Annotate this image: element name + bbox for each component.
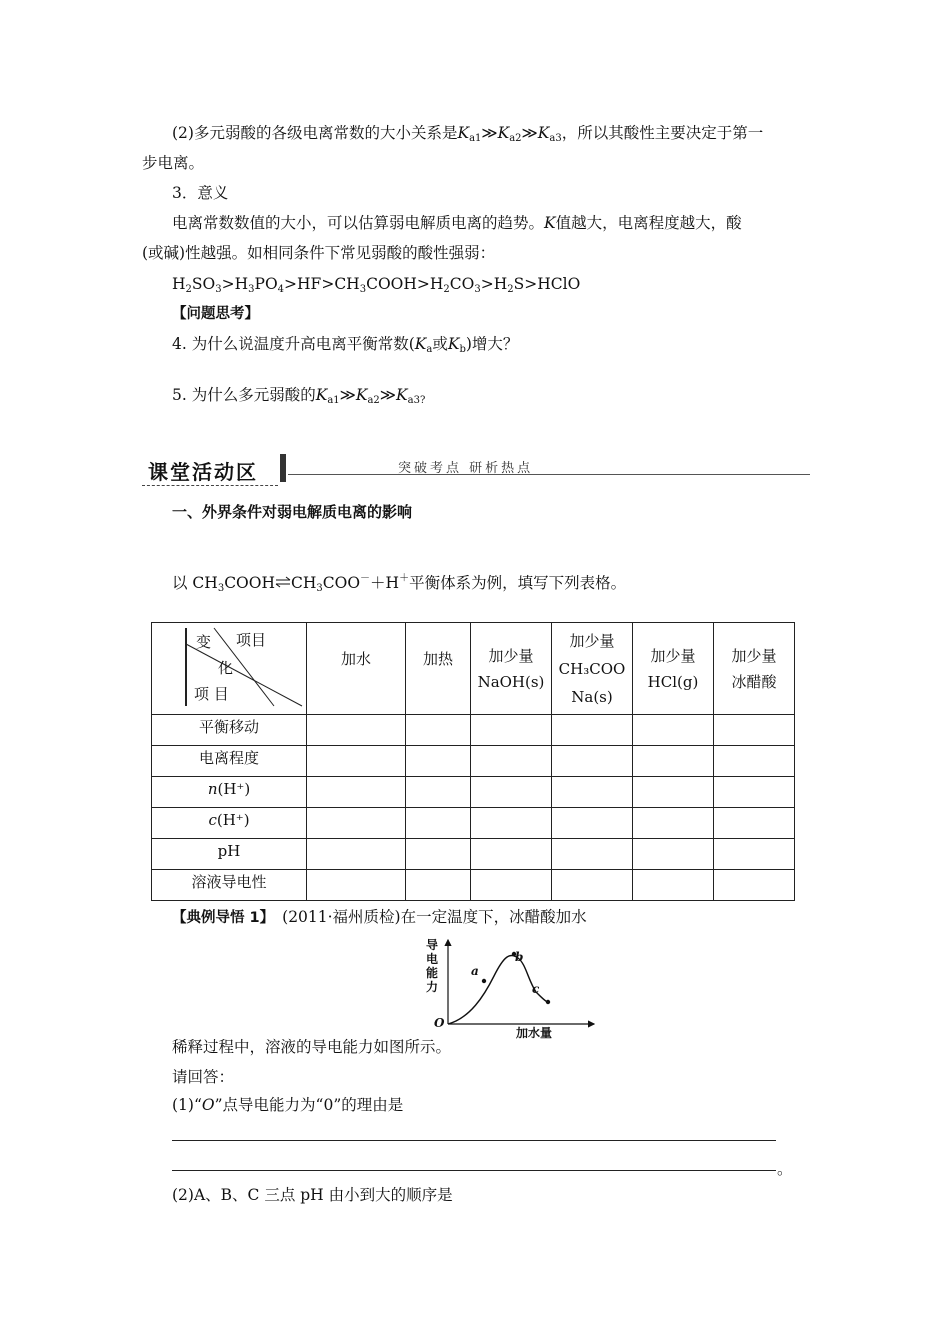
corner-label-item-top: 项目 bbox=[236, 630, 267, 649]
table-cell[interactable] bbox=[633, 870, 714, 901]
heading-question: 【问题思考】 bbox=[172, 306, 259, 322]
table-cell[interactable] bbox=[307, 746, 406, 777]
table-cell[interactable] bbox=[552, 746, 633, 777]
row-label-ionization-degree: 电离程度 bbox=[152, 746, 307, 777]
table-cell[interactable] bbox=[471, 870, 552, 901]
table-cell[interactable] bbox=[633, 715, 714, 746]
table-row bbox=[152, 777, 795, 808]
column-header-heat: 加热 bbox=[406, 623, 471, 715]
question-1: (1)“O”点导电能力为“0”的理由是 bbox=[172, 1096, 404, 1114]
influence-table bbox=[151, 622, 795, 901]
table-cell[interactable] bbox=[552, 839, 633, 870]
table-cell[interactable] bbox=[633, 808, 714, 839]
graph-point-b-label: b bbox=[515, 950, 524, 964]
point-a bbox=[482, 979, 486, 983]
table-cell[interactable] bbox=[714, 746, 795, 777]
banner-rule bbox=[288, 474, 810, 475]
graph-point-a-label: a bbox=[471, 964, 479, 978]
row-label-conductivity: 溶液导电性 bbox=[152, 870, 307, 901]
ka-relation-paragraph: (2)多元弱酸的各级电离常数的大小关系是$K_{a1}≫K_{a2}≫K_{a3}$，所以其酸性主要决定于第一 bbox=[172, 124, 764, 144]
acid-strength-order: $H_2SO_3>H_3PO_4>HF>CH_3COOH>H_2CO_3>H_2S>HClO$ bbox=[172, 275, 581, 295]
table-cell[interactable] bbox=[552, 715, 633, 746]
corner-label-item-bottom: 项 目 bbox=[194, 684, 229, 703]
section1-title: 一、外界条件对弱电解质电离的影响 bbox=[172, 503, 413, 521]
table-cell[interactable] bbox=[406, 715, 471, 746]
column-header-naoh: 加少量 NaOH(s) bbox=[471, 623, 552, 715]
table-cell[interactable] bbox=[633, 839, 714, 870]
example-intro: 【典例导悟 1】 (2011·福州质检)在一定温度下，冰醋酸加水 bbox=[172, 908, 587, 926]
table-cell[interactable] bbox=[633, 777, 714, 808]
conductivity-graph bbox=[418, 934, 598, 1044]
table-cell[interactable] bbox=[471, 839, 552, 870]
question-5: 5. 为什么多元弱酸的$K_{a1}≫K_{a2}≫K_{a3?}$ bbox=[172, 386, 426, 406]
answer-blank-1[interactable] bbox=[172, 1140, 776, 1141]
table-cell[interactable] bbox=[714, 777, 795, 808]
table-cell[interactable] bbox=[406, 777, 471, 808]
table-cell[interactable] bbox=[714, 808, 795, 839]
table-cell[interactable] bbox=[307, 839, 406, 870]
column-header-glacial-acetic: 加少量 冰醋酸 bbox=[714, 623, 795, 715]
table-cell[interactable] bbox=[714, 839, 795, 870]
question-4: 4. 为什么说温度升高电离平衡常数($K_a$或$K_b$)增大？ bbox=[172, 335, 519, 355]
table-cell[interactable] bbox=[552, 808, 633, 839]
table-cell[interactable] bbox=[406, 839, 471, 870]
table-cell[interactable] bbox=[471, 746, 552, 777]
graph-point-c-label: c bbox=[532, 982, 540, 996]
banner-bar bbox=[280, 454, 286, 482]
table-cell[interactable] bbox=[307, 715, 406, 746]
table-row bbox=[152, 808, 795, 839]
heading-meaning: 3．意义 bbox=[172, 184, 229, 202]
table-cell[interactable] bbox=[406, 746, 471, 777]
table-row bbox=[152, 715, 795, 746]
equilibrium-arrow bbox=[275, 573, 291, 595]
ka-relation-line2: 步电离。 bbox=[142, 154, 205, 172]
table-cell[interactable] bbox=[633, 746, 714, 777]
banner-dashed-rule bbox=[142, 485, 278, 486]
table-cell[interactable] bbox=[552, 777, 633, 808]
row-label-ph: pH bbox=[152, 839, 307, 870]
row-label-n-h: n(H⁺) bbox=[152, 777, 307, 808]
table-cell[interactable] bbox=[406, 808, 471, 839]
table-row bbox=[152, 870, 795, 901]
row-label-c-h: c(H⁺) bbox=[152, 808, 307, 839]
column-header-add-water: 加水 bbox=[307, 623, 406, 715]
table-header-row bbox=[152, 623, 795, 715]
example-continued: 稀释过程中，溶液的导电能力如图所示。 bbox=[172, 1038, 452, 1056]
table-cell[interactable] bbox=[471, 777, 552, 808]
column-header-hcl: 加少量 HCl(g) bbox=[633, 623, 714, 715]
table-cell[interactable] bbox=[307, 777, 406, 808]
section-banner bbox=[142, 452, 810, 492]
blank-period: 。 bbox=[777, 1160, 793, 1178]
table-cell[interactable] bbox=[406, 870, 471, 901]
banner-title: 课堂活动区 bbox=[148, 460, 258, 484]
point-c bbox=[546, 1000, 550, 1004]
graph-origin-label: O bbox=[434, 1016, 445, 1030]
question-2: (2)A、B、C 三点 pH 由小到大的顺序是 bbox=[172, 1186, 453, 1204]
corner-label-change: 变 bbox=[196, 632, 212, 651]
answer-prompt: 请回答： bbox=[172, 1068, 235, 1086]
graph-y-label: 导 电 能 力 bbox=[426, 938, 439, 994]
corner-label-hua: 化 bbox=[218, 658, 234, 677]
answer-blank-2[interactable] bbox=[172, 1170, 776, 1171]
column-header-ch3coona: 加少量 CH₃COO Na(s) bbox=[552, 623, 633, 715]
table-cell[interactable] bbox=[714, 870, 795, 901]
table-row bbox=[152, 839, 795, 870]
table-corner-cell bbox=[152, 623, 307, 715]
banner-subtitle: 突破考点 研析热点 bbox=[398, 461, 534, 476]
graph-x-label: 加水量 bbox=[516, 1026, 553, 1040]
meaning-line1: 电离常数数值的大小，可以估算弱电解质电离的趋势。K值越大，电离程度越大，酸 bbox=[172, 214, 742, 232]
table-cell[interactable] bbox=[307, 808, 406, 839]
table-cell[interactable] bbox=[471, 808, 552, 839]
row-label-equilibrium-shift: 平衡移动 bbox=[152, 715, 307, 746]
table-cell[interactable] bbox=[471, 715, 552, 746]
table-row bbox=[152, 746, 795, 777]
meaning-line2: (或碱)性越强。如相同条件下常见弱酸的酸性强弱： bbox=[142, 244, 496, 262]
table-cell[interactable] bbox=[714, 715, 795, 746]
table-cell[interactable] bbox=[552, 870, 633, 901]
table-cell[interactable] bbox=[307, 870, 406, 901]
equilibrium-intro: 以 $CH_3COOH$ $CH_3COO^-+H^+$平衡体系为例，填写下列表格。 bbox=[172, 573, 627, 594]
